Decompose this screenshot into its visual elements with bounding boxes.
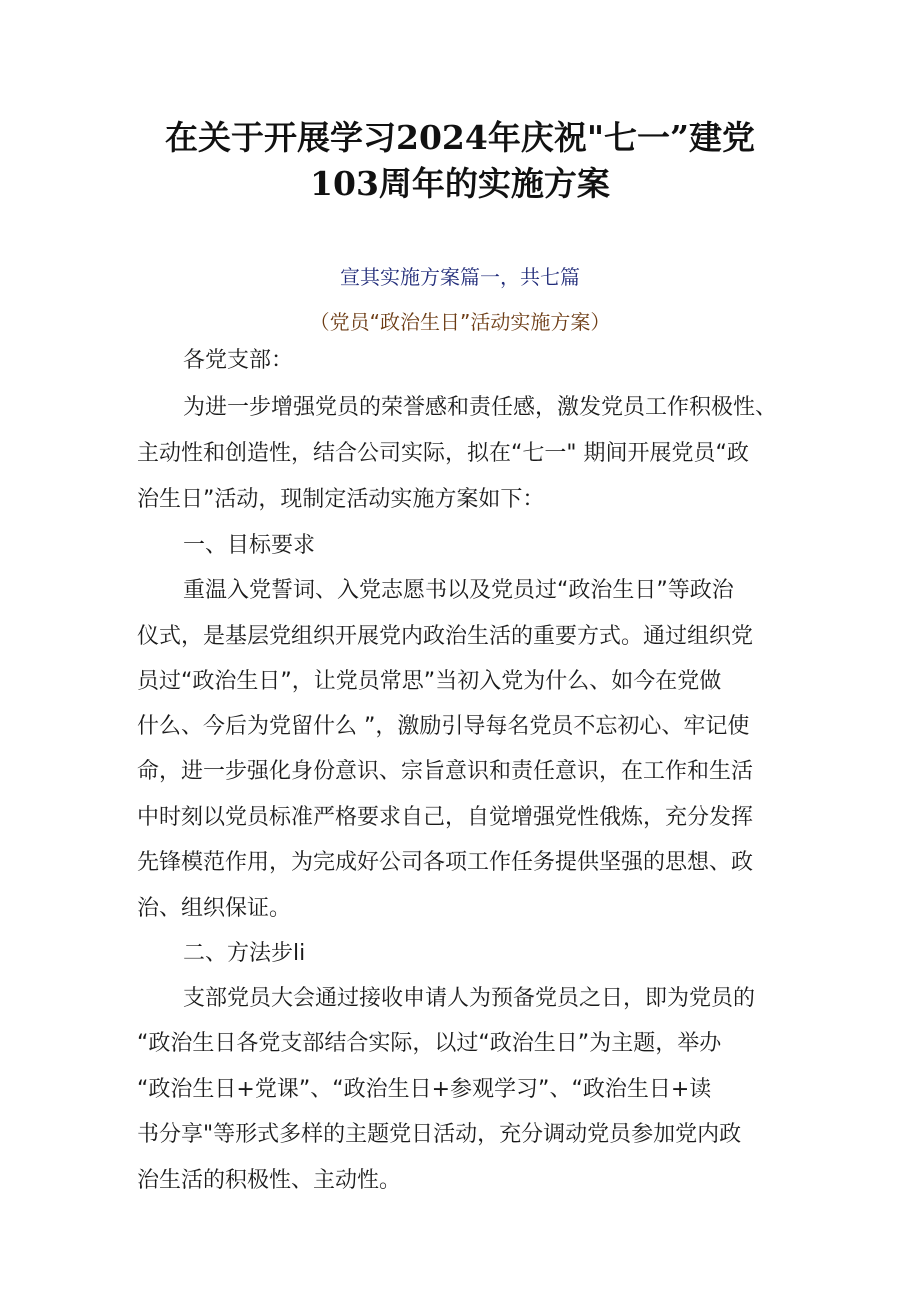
section-2-line: “政治生日+党课”、“政治生日+参观学习”、“政治生日+读 (137, 1077, 712, 1102)
document-subtitle: 宣其实施方案篇一，共七篇 (340, 265, 580, 289)
section-1-line: 命，进一步强化身份意识、宗旨意识和责任意识，在工作和生活 (137, 759, 754, 784)
intro-line: 治生日”活动，现制定活动实施方案如下： (137, 487, 545, 512)
section-1-line: 什么、今后为党留什么 ”，激励引导每名党员不忘初心、牢记使 (137, 714, 750, 739)
document-subtitle-2: （党员“政治生日”活动实施方案） (309, 310, 611, 334)
document-title-line-2: 103周年的实施方案 (310, 164, 610, 203)
section-2-line: “政治生日各党支部结合实际，以过“政治生日”为主题，举办 (137, 1031, 722, 1056)
section-1-line: 先锋模范作用，为完成好公司各项工作任务提供坚强的思想、政 (137, 850, 754, 875)
section-1-heading: 一、目标要求 (183, 533, 316, 558)
section-1-line: 员过“政治生日”，让党员常思”当初入党为什么、如今在党做 (137, 669, 722, 694)
section-2-heading: 二、方法步li (183, 941, 306, 966)
section-1-line: 仪式，是基层党组织开展党内政治生活的重要方式。通过组织党 (137, 624, 754, 649)
intro-line: 为进一步增强党员的荣誉感和责任感，激发党员工作积极性、 (183, 395, 778, 420)
salutation: 各党支部： (183, 348, 294, 373)
section-1-line: 中时刻以党员标准严格要求自己，自觉增强党性俄炼，充分发挥 (137, 805, 754, 830)
section-2-line: 治生活的积极性、主动性。 (137, 1168, 402, 1193)
section-2-line: 支部党员大会通过接收申请人为预备党员之日，即为党员的 (183, 986, 756, 1011)
intro-line: 主动性和创造性，结合公司实际，拟在“七一" 期间开展党员“政 (137, 441, 749, 466)
section-2-line: 书分享"等形式多样的主题党日活动，充分调动党员参加党内政 (137, 1122, 742, 1147)
section-1-line: 重温入党誓词、入党志愿书以及党员过“政治生日”等政治 (183, 578, 734, 603)
section-1-line: 治、组织保证。 (137, 896, 292, 921)
document-title-line-1: 在关于开展学习2024年庆祝"七一”建党 (164, 118, 756, 157)
